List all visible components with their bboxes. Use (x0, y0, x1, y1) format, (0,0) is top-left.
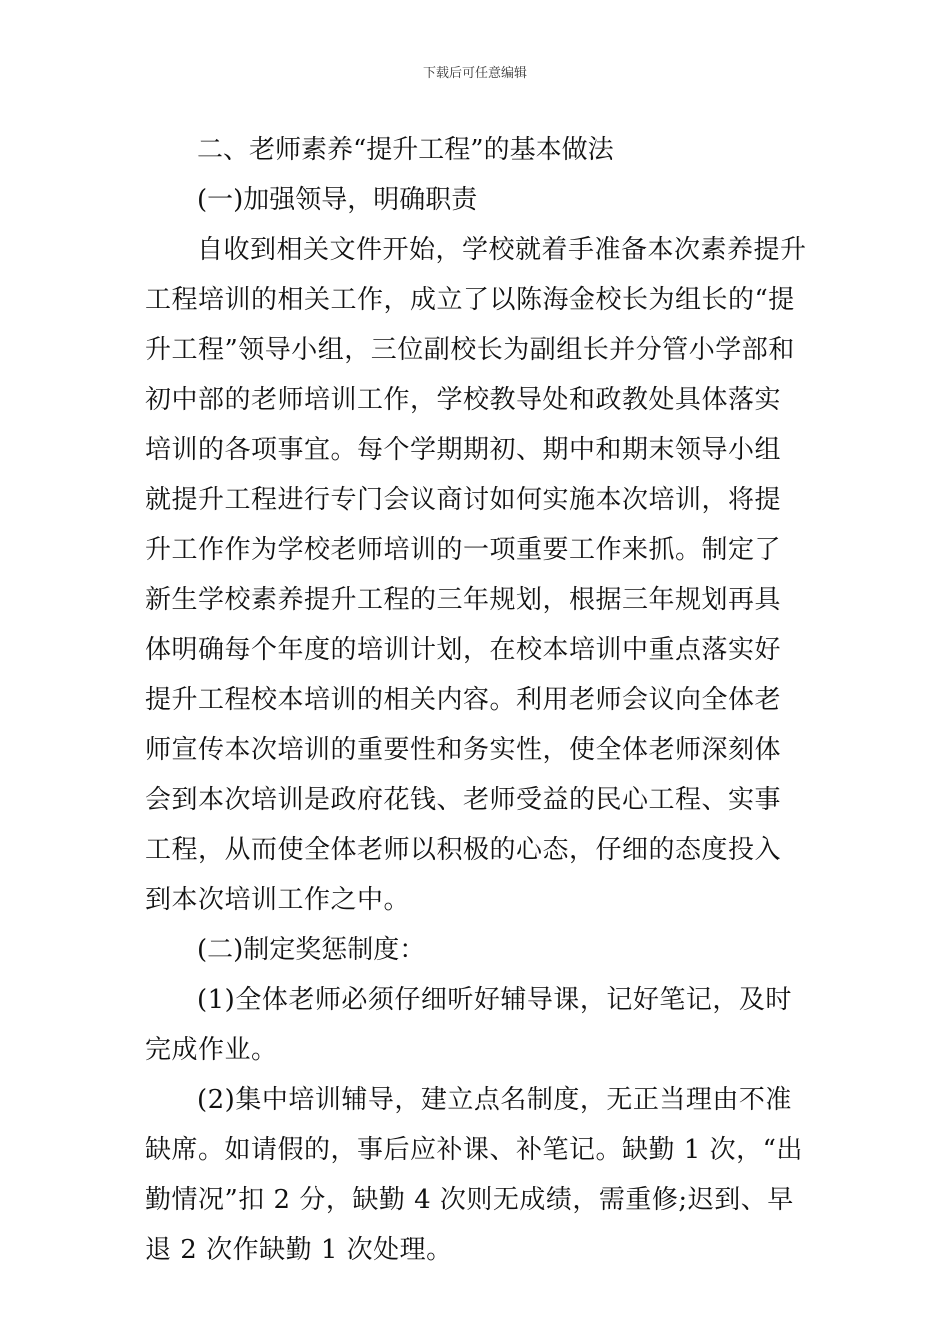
list-item-2: (2)集中培训辅导，建立点名制度，无正当理由不准缺席。如请假的，事后应补课、补笔记。缺勤 1 次，“出勤情况”扣 2 分，缺勤 4 次则无成绩，需重修;迟到、早退 2 次作缺勤 1 次处理。 (145, 1085, 803, 1265)
list-item-1: (1)全体老师必须仔细听好辅导课，记好笔记，及时完成作业。 (145, 985, 792, 1065)
paragraph-1: 自收到相关文件开始，学校就着手准备本次素养提升工程培训的相关工作，成立了以陈海金校长为组长的“提升工程”领导小组，三位副校长为副组长并分管小学部和初中部的老师培训工作，学校教导处和政教处具体落实培训的各项事宜。每个学期期初、期中和期末领导小组就提升工程进行专门会议商讨如何实施本次培训，将提升工作作为学校老师培训的一项重要工作来抓。制定了新生学校素养提升工程的三年规划，根据三年规划再具体明确每个年度的培训计划，在校本培训中重点落实好提升工程校本培训的相关内容。利用老师会议向全体老师宣传本次培训的重要性和务实性，使全体老师深刻体会到本次培训是政府花钱、老师受益的民心工程、实事工程，从而使全体老师以积极的心态，仔细的态度投入到本次培训工作之中。 (145, 235, 807, 915)
page-header-note: 下载后可任意编辑 (422, 66, 527, 81)
section-title: 二、老师素养“提升工程”的基本做法 (197, 135, 614, 165)
subsection-title-2: (二)制定奖惩制度： (197, 935, 426, 965)
subsection-title-1: (一)加强领导，明确职责 (197, 185, 478, 215)
document-body (145, 125, 807, 1275)
